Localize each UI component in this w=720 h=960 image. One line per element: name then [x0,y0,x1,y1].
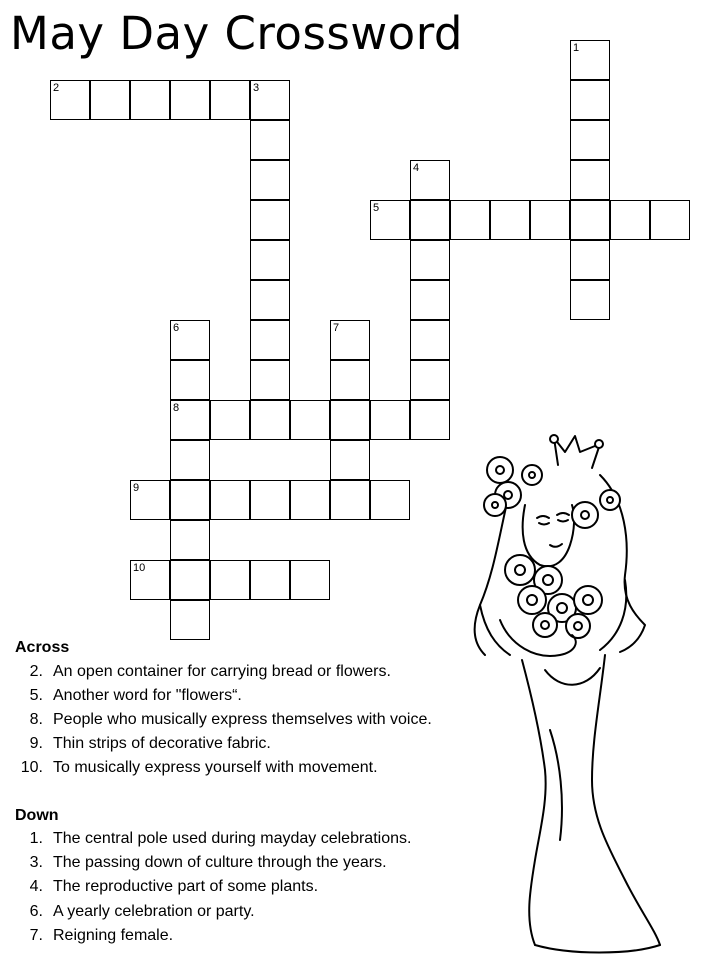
grid-cell[interactable] [250,280,290,320]
grid-cell[interactable] [250,560,290,600]
grid-cell[interactable] [210,560,250,600]
grid-cell[interactable] [250,200,290,240]
grid-cell-10[interactable] [130,560,170,600]
grid-cell-1[interactable] [570,40,610,80]
grid-cell[interactable] [90,80,130,120]
grid-cell-2[interactable] [50,80,90,120]
may-queen-illustration [440,430,710,955]
grid-cell[interactable] [170,440,210,480]
clue-number-label: 7 [333,322,340,334]
grid-cell-4[interactable] [410,160,450,200]
clue-number-label: 1 [573,42,580,54]
grid-cell[interactable] [170,560,210,600]
clue-number: 8. [29,711,43,728]
clue-number: 3. [29,854,43,871]
grid-cell[interactable] [410,280,450,320]
clue-number-label: 5 [373,202,380,214]
clue-number-label: 9 [133,482,140,494]
grid-cell[interactable] [450,200,490,240]
grid-cell-3[interactable] [250,80,290,120]
grid-cell[interactable] [370,480,410,520]
clue-number-label: 10 [133,562,146,574]
clue-number: 6. [29,903,43,920]
clue-text: The passing down of culture through the years. [53,854,387,871]
clue-text: The reproductive part of some plants. [53,878,319,895]
clue-number-label: 2 [53,82,60,94]
grid-cell[interactable] [130,80,170,120]
clue-number-label: 4 [413,162,420,174]
grid-cell[interactable] [290,480,330,520]
grid-cell[interactable] [330,480,370,520]
clue-number: 5. [29,687,43,704]
across-heading: Across [15,639,70,656]
grid-cell[interactable] [210,80,250,120]
clue-text: The central pole used during mayday celebrations. [53,830,412,847]
grid-cell[interactable] [250,160,290,200]
grid-cell[interactable] [570,240,610,280]
grid-cell[interactable] [490,200,530,240]
grid-cell[interactable] [410,200,450,240]
grid-cell[interactable] [250,480,290,520]
clue-number: 1. [29,830,43,847]
grid-cell[interactable] [410,360,450,400]
grid-cell[interactable] [410,320,450,360]
clue-number-label: 6 [173,322,180,334]
clue-number: 2. [29,663,43,680]
grid-cell[interactable] [250,320,290,360]
grid-cell[interactable] [330,360,370,400]
grid-cell[interactable] [170,600,210,640]
grid-cell-8[interactable] [170,400,210,440]
clue-number-label: 8 [173,402,180,414]
grid-cell[interactable] [290,400,330,440]
grid-cell[interactable] [370,400,410,440]
clue-text: A yearly celebration or party. [53,903,255,920]
grid-cell[interactable] [570,120,610,160]
grid-cell[interactable] [330,400,370,440]
clue-number: 4. [29,878,43,895]
grid-cell[interactable] [210,480,250,520]
grid-cell[interactable] [610,200,650,240]
grid-cell[interactable] [170,480,210,520]
clue-number: 7. [29,927,43,944]
clue-number: 10. [20,759,43,776]
grid-cell[interactable] [250,360,290,400]
grid-cell[interactable] [570,200,610,240]
grid-cell[interactable] [250,240,290,280]
down-heading: Down [15,807,59,824]
grid-cell[interactable] [410,240,450,280]
grid-cell-9[interactable] [130,480,170,520]
grid-cell-7[interactable] [330,320,370,360]
clue-text: People who musically express themselves with voice. [53,711,432,728]
clue-number: 9. [29,735,43,752]
grid-cell[interactable] [250,400,290,440]
grid-cell[interactable] [170,80,210,120]
clue-text: Thin strips of decorative fabric. [53,735,271,752]
grid-cell[interactable] [170,360,210,400]
grid-cell[interactable] [570,280,610,320]
grid-cell[interactable] [530,200,570,240]
page-title: May Day Crossword [10,7,463,60]
clue-text: Reigning female. [53,927,174,944]
grid-cell[interactable] [570,80,610,120]
clue-text: To musically express yourself with movement. [53,759,378,776]
clue-text: An open container for carrying bread or flowers. [53,663,391,680]
clue-text: Another word for "flowers“. [53,687,242,704]
grid-cell[interactable] [650,200,690,240]
grid-cell-6[interactable] [170,320,210,360]
grid-cell-5[interactable] [370,200,410,240]
grid-cell[interactable] [170,520,210,560]
grid-cell[interactable] [290,560,330,600]
clue-number-label: 3 [253,82,260,94]
grid-cell[interactable] [570,160,610,200]
grid-cell[interactable] [210,400,250,440]
grid-cell[interactable] [330,440,370,480]
grid-cell[interactable] [250,120,290,160]
